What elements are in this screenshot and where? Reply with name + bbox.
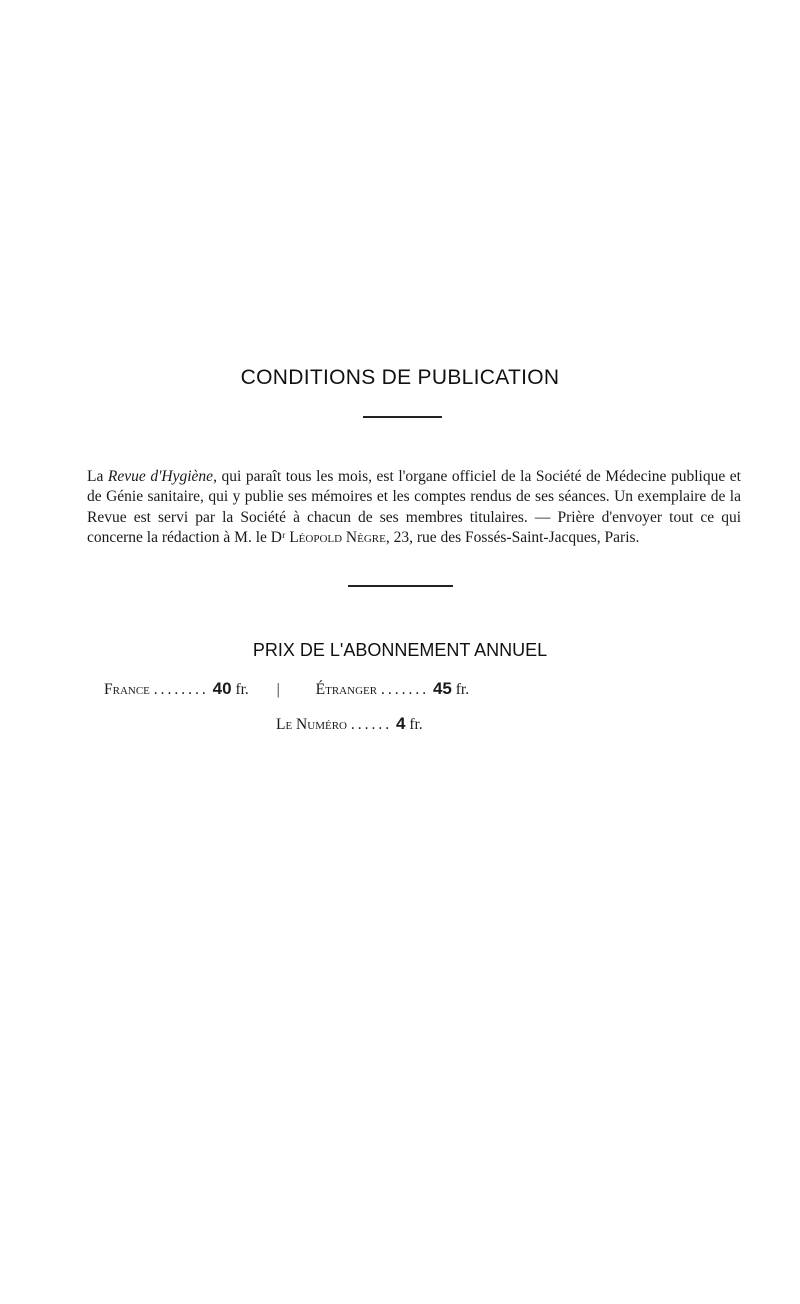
paragraph-body: , qui paraît tous les mois, est l'organe officiel de la Société de Médecine publique et de Génie sanitaire, qui y publie ses mémoires et les comptes rendus de ses séances. Un exemplaire de la Revue est servi par la Société à chacun de ses membres titulaires. — Prière d'envoyer tout ce qui concerne la rédaction à M. le: [87, 467, 741, 546]
price-row-annual: [104, 679, 469, 699]
journal-name: Revue d'Hygiène: [107, 467, 214, 485]
numero-dots: ......: [350, 716, 393, 733]
publication-conditions-text: [87, 467, 741, 549]
editor-name: Léopold Nègre: [289, 529, 386, 546]
page-title: CONDITIONS DE PUBLICATION: [240, 366, 560, 389]
price-row-single-issue: [276, 714, 423, 734]
numero-label: Le Numéro: [276, 716, 347, 733]
paragraph-intro: La: [87, 467, 108, 485]
price-separator: |: [276, 681, 280, 698]
section-divider: [348, 585, 453, 587]
etranger-unit: fr.: [455, 681, 470, 698]
title-divider: [363, 416, 442, 418]
numero-unit: fr.: [409, 716, 423, 733]
france-label: France: [104, 681, 150, 698]
numero-amount: 4: [395, 714, 406, 733]
etranger-dots: .......: [380, 681, 430, 698]
subscription-heading: PRIX DE L'ABONNEMENT ANNUEL: [252, 640, 548, 660]
france-dots: ........: [153, 681, 209, 698]
editor-address: , 23, rue des Fossés-Saint-Jacques, Paris.: [385, 529, 640, 546]
france-amount: 40: [212, 679, 232, 698]
etranger-label: Étranger: [315, 681, 378, 698]
etranger-amount: 45: [432, 679, 452, 698]
france-unit: fr.: [235, 681, 249, 698]
doctor-title: Dʳ: [270, 529, 286, 546]
